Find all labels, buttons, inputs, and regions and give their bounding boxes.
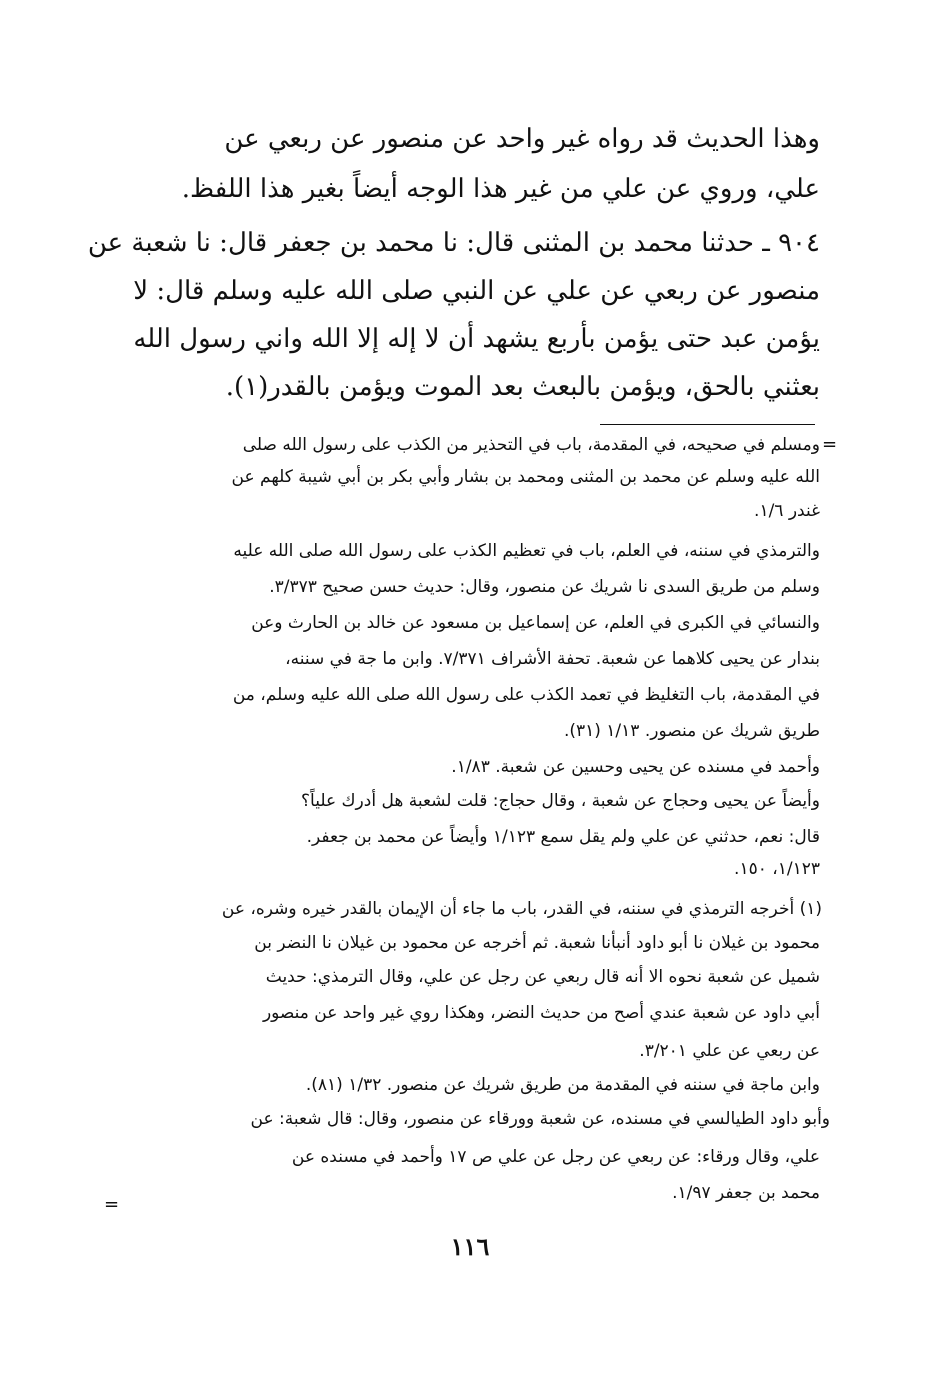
footnote-line: بندار عن يحيى كلاهما عن شعبة. تحفة الأشراف ٧/٣٧١. وابن ما جة في سننه، — [285, 649, 820, 669]
footnote-line: والترمذي في سننه، في العلم، باب في تعظيم الكذب على رسول الله صلى الله عليه — [233, 541, 820, 561]
intro-line: وهذا الحديث قد رواه غير واحد عن منصور عن ربعي عن — [224, 124, 820, 154]
footnote-line: ومسلم في صحيحه، في المقدمة، باب في التحذير من الكذب على رسول الله صلى — [242, 435, 820, 455]
footnote-1-line: (١) أخرجه الترمذي في سننه، في القدر، باب ما جاء أن الإيمان بالقدر خيره وشره، عن — [221, 899, 822, 919]
hadith-line: يؤمن عبد حتى يؤمن بأربع يشهد أن لا إله إلا الله واني رسول الله — [133, 324, 820, 354]
continuation-marker-bottom: = — [104, 1194, 120, 1215]
footnote-line: وأيضاً عن يحيى وحجاج عن شعبة ، وقال حجاج: قلت لشعبة هل أدرك علياً؟ — [301, 791, 820, 811]
footnote-1-line: شميل عن شعبة نحوه الا أنه قال ربعي عن رجل عن علي، وقال الترمذي: حديث — [265, 967, 820, 987]
footnote-line: والنسائي في الكبرى في العلم، عن إسماعيل بن مسعود عن خالد بن الحارث وعن — [251, 613, 820, 633]
footnote-1-line: وأبو داود الطيالسي في مسنده، عن شعبة وورقاء عن منصور، وقال: قال شعبة: عن — [250, 1109, 830, 1129]
footnote-1-line: محمد بن جعفر ١/٩٧. — [672, 1183, 820, 1203]
footnote-1-line: أبي داود عن شعبة عندي أصح من حديث النضر، وهكذا روي غير واحد عن منصور — [262, 1003, 820, 1023]
footnote-1-line: عن ربعي عن علي ٣/٢٠١. — [639, 1041, 820, 1061]
footnote-line: غندر ١/٦. — [754, 501, 820, 521]
footnote-line: وأحمد في مسنده عن يحيى وحسين عن شعبة. ١/٨٣. — [451, 757, 820, 777]
continuation-marker-top: = — [822, 434, 838, 455]
footnote-line: في المقدمة، باب التغليظ في تعمد الكذب على رسول الله صلى الله عليه وسلم، من — [232, 685, 820, 705]
footnote-1-line: وابن ماجة في سننه في المقدمة من طريق شريك عن منصور. ١/٣٢ (٨١). — [305, 1075, 820, 1095]
footnote-line: الله عليه وسلم عن محمد بن المثنى ومحمد بن بشار وأبي بكر بن أبي شيبة كلهم عن — [231, 467, 820, 487]
footnote-separator — [600, 424, 815, 425]
hadith-line: ٩٠٤ ـ حدثنا محمد بن المثنى قال: نا محمد بن جعفر قال: نا شعبة عن — [87, 228, 820, 258]
footnote-1-line: علي، وقال ورقاء: عن ربعي عن رجل عن علي ص ١٧ وأحمد في مسنده عن — [291, 1147, 820, 1167]
footnote-line: ١/١٢٣، ١٥٠. — [734, 859, 820, 879]
footnote-line: وسلم من طريق السدى نا شريك عن منصور، وقال: حديث حسن صحيح ٣/٣٧٣. — [269, 577, 820, 597]
intro-line: علي، وروي عن علي من غير هذا الوجه أيضاً بغير هذا اللفظ. — [181, 174, 820, 204]
page-number: ١١٦ — [450, 1232, 490, 1261]
hadith-line: منصور عن ربعي عن علي عن النبي صلى الله عليه وسلم قال: لا — [133, 276, 820, 306]
footnote-line: طريق شريك عن منصور. ١/١٣ (٣١). — [563, 721, 820, 741]
footnote-1-line: محمود بن غيلان نا أبو داود أنبأنا شعبة. ثم أخرجه عن محمود بن غيلان نا النضر بن — [254, 933, 820, 953]
footnote-line: قال: نعم، حدثني عن علي ولم يقل سمع ١/١٢٣ وأيضاً عن محمد بن جعفر. — [306, 827, 820, 847]
hadith-line: بعثني بالحق، ويؤمن بالبعث بعد الموت ويؤمن بالقدر(١). — [225, 372, 820, 402]
